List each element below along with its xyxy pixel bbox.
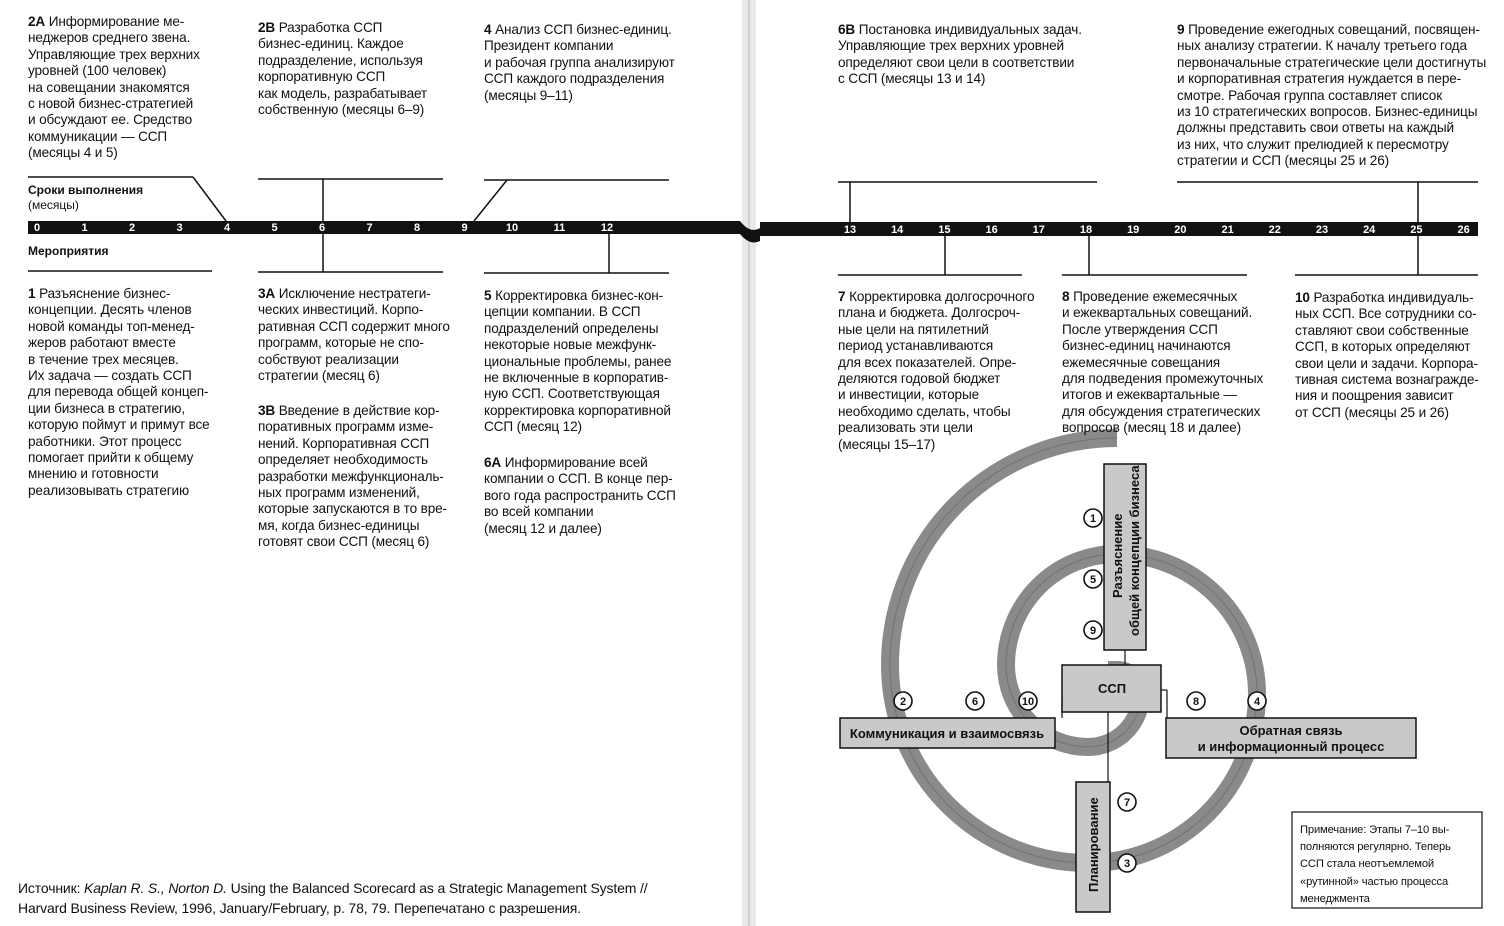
month-tick-14: 14: [891, 224, 904, 236]
step-6b-num: 6B: [838, 22, 856, 37]
step-2a: [28, 14, 243, 162]
step-2a-text: Информирование ме- неджеров среднего звена. Управляющие трех верхних уровней (100 человек) на совещании знакомятся с новой бизнес-стратегией и обсуждают ее. Средство коммуникации — ССП (месяцы 4 и 5): [28, 14, 200, 161]
month-tick-1: 1: [81, 222, 88, 234]
step-5: [484, 288, 724, 436]
step-6a: [484, 455, 724, 537]
right-box-line1: Обратная связь: [1239, 723, 1343, 738]
step-7: [838, 289, 1063, 453]
note-text: Примечание: Этапы 7–10 вы- полняются регулярно. Теперь ССП стала неотъемлемой «рутинной» частью процесса менеджмента: [1300, 824, 1451, 905]
step-6b-text: Постановка индивидуальных задач. Управляющие трех верхних уровней определяют свои цели в соответствии с ССП (месяцы 13 и 14): [838, 22, 1082, 87]
step-6a-text: Информирование всей компании о ССП. В конце пер- вого года распространить ССП во всей компании (месяц 12 и далее): [484, 455, 676, 536]
month-tick-12: 12: [600, 222, 614, 234]
marker-3: 3: [1123, 858, 1131, 870]
step-10: [1295, 290, 1495, 421]
step-3b-num: 3B: [258, 403, 276, 418]
top-box-line2: общей концепции бизнеса: [1127, 465, 1142, 636]
step-3b: [258, 403, 478, 551]
month-tick-24: 24: [1363, 224, 1376, 236]
source-line1: Using the Balanced Scorecard as a Strategic Management System //: [226, 880, 648, 896]
source-citation: [18, 878, 738, 918]
source-line2: Harvard Business Review, 1996, January/February, p. 78, 79. Перепечатано с разрешения.: [18, 900, 581, 916]
month-tick-18: 18: [1079, 224, 1093, 236]
right-box-line2: и информационный процесс: [1197, 739, 1385, 754]
step-2b-text: Разработка ССП бизнес-единиц. Каждое подразделение, используя корпоративную ССП как модель, разрабатывает собственную (месяцы 6–9): [258, 20, 428, 118]
step-3a-num: 3A: [258, 286, 276, 301]
source-authors: Kaplan R. S., Norton D.: [84, 880, 227, 896]
marker-1: 1: [1089, 513, 1097, 525]
month-tick-10: 10: [505, 222, 519, 234]
marker-5: 5: [1089, 574, 1097, 586]
spiral-ring: [890, 438, 1257, 863]
step-9: [1177, 22, 1495, 170]
month-tick-7: 7: [366, 222, 373, 234]
source-prefix: Источник:: [18, 880, 85, 896]
step-7-num: 7: [838, 289, 846, 304]
step-9-text: Проведение ежегодных совещаний, посвящен- ных анализу стратегии. К началу третьего года первоначальные стратегические цели достигнуты и корпоративная стратегия нуждается в пере- смотре. Рабочая группа составляет список из 10 стратегических вопросов. Бизнес-единицы должны представить свои ответы на каждый из них, что служит прелюдией к пересмотру стратегии и ССП (месяцы 25 и 26): [1177, 22, 1487, 169]
bottom-box-label: Планирование: [1086, 797, 1101, 892]
timeline-sublabel: (месяцы): [28, 198, 79, 212]
step-2b-num: 2B: [258, 20, 276, 35]
step-6b: [838, 22, 1138, 88]
step-3b-text: Введение в действие кор- поративных программ изме- нений. Корпоративная ССП определяет необходимость разработки межфункциональ- ных программ изменений, которые запускаются в то вре- мя, когда бизнес-единицы готовят свои ССП (месяц 6): [258, 403, 447, 550]
month-tick-0: 0: [33, 222, 41, 234]
month-tick-16: 16: [985, 224, 998, 236]
marker-8: 8: [1192, 696, 1200, 708]
top-box-line1: Разъяснение: [1110, 513, 1125, 598]
month-tick-21: 21: [1221, 224, 1234, 236]
month-tick-5: 5: [271, 222, 278, 234]
step-5-num: 5: [484, 288, 492, 303]
month-tick-13: 13: [843, 224, 857, 236]
step-5-text: Корректировка бизнес-кон- цепции компании. В ССП подразделений определены некоторые новые межфунк- циональные проблемы, ранее не включенные в корпоратив- ную ССП. Соответствующая корректировка корпоративной ССП (месяц 12): [484, 288, 672, 435]
step-1: [28, 286, 243, 499]
marker-10: 10: [1021, 696, 1035, 708]
step-10-num: 10: [1295, 290, 1310, 305]
month-tick-25: 25: [1410, 224, 1423, 236]
step-4: [484, 22, 724, 104]
marker-4: 4: [1253, 696, 1261, 708]
step-4-num: 4: [484, 22, 492, 37]
month-tick-22: 22: [1268, 224, 1281, 236]
step-8: [1062, 289, 1292, 437]
marker-9: 9: [1089, 625, 1097, 637]
marker-2: 2: [899, 696, 907, 708]
month-tick-20: 20: [1174, 224, 1187, 236]
month-tick-17: 17: [1032, 224, 1045, 236]
month-tick-3: 3: [176, 222, 183, 234]
step-3a: [258, 286, 478, 384]
step-8-text: Проведение ежемесячных и ежеквартальных совещаний. После утверждения ССП бизнес-единиц начинаются ежемесячные совещания для подведения промежуточных итогов и ежеквартальные — для обсуждения стратегических вопросов (месяц 18 и далее): [1062, 289, 1264, 436]
step-8-num: 8: [1062, 289, 1070, 304]
marker-7: 7: [1123, 797, 1131, 809]
step-2b: [258, 20, 478, 118]
month-tick-23: 23: [1315, 224, 1329, 236]
month-tick-2: 2: [128, 222, 136, 234]
marker-6: 6: [971, 696, 979, 708]
step-9-num: 9: [1177, 22, 1185, 37]
center-label: ССП: [1097, 681, 1127, 696]
left-box-label: Коммуникация и взаимосвязь: [849, 726, 1045, 741]
step-10-text: Разработка индивидуаль- ных ССП. Все сотрудники со- ставляют свои собственные ССП, в которых определяют свои цели и задачи. Корпора- тивная система вознагражде- ния и поощрения зависит от ССП (месяцы 25 и 26): [1295, 290, 1479, 420]
month-tick-26: 26: [1457, 224, 1470, 236]
timeline-label: Сроки выполнения: [28, 183, 144, 197]
month-tick-9: 9: [461, 222, 468, 234]
month-tick-19: 19: [1127, 224, 1140, 236]
step-1-num: 1: [28, 286, 36, 301]
step-6a-num: 6A: [484, 455, 502, 470]
step-2a-num: 2A: [28, 14, 46, 29]
month-tick-15: 15: [938, 224, 951, 236]
month-tick-4: 4: [223, 222, 231, 234]
step-3a-text: Исключение нестратеги- ческих инвестиций. Корпо- ративная ССП содержит много программ, которые не спо- собствуют реализации стратегии (месяц 6): [258, 286, 450, 384]
events-label: Мероприятия: [28, 244, 109, 258]
step-7-text: Корректировка долгосрочного плана и бюджета. Долгосроч- ные цели на пятилетний период устанавливаются для всех показателей. Опре- деляются годовой бюджет и инвестиции, которые необходимо сделать, чтобы реализовать эти цели (месяцы 15–17): [838, 289, 1035, 452]
month-tick-11: 11: [553, 222, 566, 234]
step-1-text: Разъяснение бизнес- концепции. Десять членов новой команды топ-менед- жеров работают вместе в течение трех месяцев. Их задача — создать ССП для перевода общей концеп- ции бизнеса в стратегию, которую поймут и примут все работники. Этот процесс помогает прийти к общему мнению и готовности реализовывать стратегию: [28, 286, 210, 498]
step-4-text: Анализ ССП бизнес-единиц. Президент компании и рабочая группа анализируют ССП каждого подразделения (месяцы 9–11): [484, 22, 675, 103]
month-tick-8: 8: [413, 222, 421, 234]
month-tick-6: 6: [318, 222, 326, 234]
